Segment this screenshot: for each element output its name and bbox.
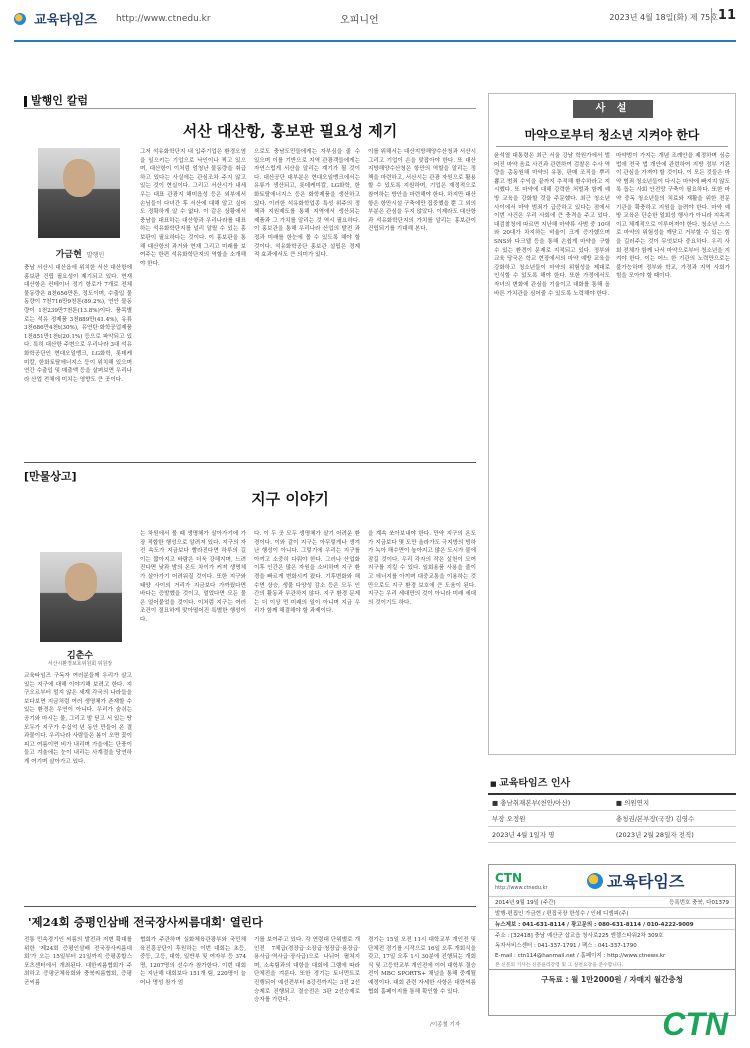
subscription: 구독료 : 월 1만2000원 / 자매지 월간충청 <box>489 969 735 986</box>
table-cell: ■ 충남취재본부(천안/아산) <box>488 795 612 811</box>
editorial-tag: 사 설 <box>573 100 653 118</box>
personnel-notice <box>488 770 736 858</box>
header-logo[interactable]: 교육타임즈 <box>34 13 97 28</box>
column-label <box>24 92 88 108</box>
table-cell: ■ 의원연지 <box>612 795 736 811</box>
column-label: [만물상고] <box>24 470 77 483</box>
author-caption <box>30 242 130 261</box>
author-role: 서산시환경보호위원회 위원장 <box>47 661 113 667</box>
article-text-col2: 그저 석유화학단지 내 입주기업은 환경오염을 일으키는 기업으로 낙인이나 찍고 있으며, 대산항이 이처럼 엄청난 물동량을 취급하고 있다는 사실에는 관심조차 주지 않고 있는 것이 현실이다. 그리고 서산시가 내세우는 대표 관광지 해미읍성 등은 외부에서 손님들이 다녀간 후 서산에 대해 알고 싶어도 정확하게 알 수 없다. 이 같은 상황에서 충남을 대표하는 대산항과 우리나라를 대표하는 석유화학단지를 널리 알릴 수 있는 홍보판이 필요하다는 것이다. 이 홍보판을 통해 대산항의 과거와 현재 그리고 미래를 보여주는 한편 석유화학단지의 역할을 소개해야 한다. <box>140 149 246 267</box>
news-text-col2: 협회가 주관하며 실화체육관광부와 국민체육진흥공단이 후원하는 이번 대회는 초등, 중등, 고등, 대학, 일반부 및 여자부 등 374명, 1207명의 선수가 참가한다. 이번 대회는 지난해 대회보다 151개 팀, 220명이 늘어나 명성 참가 엄 <box>140 937 246 986</box>
masthead-logos <box>489 865 735 896</box>
personnel-title <box>488 770 736 795</box>
editorial-text-col2: 마약범이 가지는 개념 조례안을 제정하며 심층법에 전국 법 개안에 관련하여 지방 정부 기관이 관심을 가져야 할 것이다. 이 모든 것들은 마약 범죄 청소년들이 다시는 마약에 빠지지 않도록 돕는 사회 안전망 구축이 필요하다. 또한 마약 중독 청소년들의 치료와 재활을 위한 전문 기관을 확충하고 지원을 늘려야 한다. 마약 예방 교육은 단순한 일회성 행사가 아니라 지속적이고 체계적으로 이루어져야 한다. 청소년 스스로 마약의 위험성을 깨닫고 거부할 수 있는 힘을 길러주는 것이 무엇보다 중요하다. 우리 사회 전체가 함께 나서 마약으로부터 청소년을 지켜야 한다. 이는 어느 한 기관의 노력만으로는 불가능하며 정부와 학교, 가정과 지역 사회가 힘을 모아야 할 때이다. <box>616 153 730 280</box>
logo-icon <box>14 13 26 25</box>
square-icon: ■ <box>490 780 500 788</box>
masthead-address: 주소 : [32418] 충남 예산군 삽교읍 청사로225 엔젤스타워2차 309호 <box>489 929 735 940</box>
issue-date: 2023년 4월 18일(화) 제 75호 <box>609 13 718 22</box>
article-text-col3: 다. 이 두 곳 모두 생명체가 살기 어려운 환경이다. 이와 같이 지구는 아무렇게나 생겨난 행성이 아니다. 그렇기에 우리는 지구를 아끼고 소중히 다뤄야 한다. 그러나 산업화 이후 인간은 많은 자원을 소비하며 지구 환경을 빠르게 변화시켜 왔다. 기후변화와 해수면 상승, 생물 다양성 감소 등은 모두 인간의 활동과 무관하지 않다. 지구 환경 문제는 더 이상 먼 미래의 일이 아니며 지금 우리가 함께 해결해야 할 과제이다. <box>254 531 360 615</box>
column-label-text: 발행인 칼럼 <box>31 94 88 107</box>
footer-logo: CTN <box>662 1006 728 1042</box>
logo-icon <box>587 873 603 889</box>
masthead-email[interactable]: E-mail : ctn114@hanmail.net / 홈페이지 : http://www.ctnews.kr <box>495 953 666 959</box>
reg-date: 2014년 9월 19일 (주간) <box>495 900 556 906</box>
news-text-col3: 기를 보여주고 있다. 각 연령대 단위별로 개인전 7체급(경장급·소장급·청장급·용장급·용사급·역사급·장사급)으로 나뉘어 펼쳐지며, 소속팀과의 대항을 대회에 그램에 따라 단체전을 겨룬다. 또한 경기는 토너먼트로 진행되어 예선전부터 8강전까지는 3전 2선승제로 진행되고 결승전은 3판 2선승제로 승자를 가린다. <box>254 937 360 1004</box>
article-text-col1: 교육타임즈 구독자 여러분들께 우리가 살고있는 지구에 대해 이야기해 보려고 한다. 지구오르부터 멀지 않은 세계 각국의 나라들을 보다보면 지금처럼 여러 생명체가 존재할 수 있는 환경은 우연이 아니다. 우리가 숨쉬는 공기와 마시는 물, 그리고 발 딛고 서 있는 땅 모두가 지구가 수십억 년 동안 만들어 온 결과물이다. 우리나라 사람들은 봄이 오면 꽃이 피고 여름이면 비가 내리며 가을에는 단풍이 들고 겨울에는 눈이 내리는 사계절을 당연하게 여기며 살아가고 있다. <box>24 673 132 765</box>
section-name: 오피니언 <box>340 15 379 26</box>
masthead-notice: 본 신문의 기사는 신문윤리강령 및 그 실천요강을 준수합니다. <box>495 963 624 968</box>
table-cell: 부장 오정원 <box>488 811 612 827</box>
news-headline: '제24회 증평인삼배 전국장사씨름대회' 열린다 <box>28 915 264 929</box>
header-url[interactable]: http://www.ctnedu.kr <box>115 13 211 24</box>
author-face <box>63 159 96 197</box>
author-name: 김춘수 <box>66 651 94 661</box>
table-cell: 충청권/본부장(국장) 김영수 <box>612 811 736 827</box>
author-face <box>65 563 98 601</box>
article-text-col1: 충남 서산시 대산읍에 위치한 서산 대산항에 홍보판 건립 필요성이 제기되고 있다. 현재 대산항은 컨테이너 정기 항로가 7개로 전체 물동량은 8천656만톤, 정도이며, 수출입 물동량이 7천716만9천톤(89.2%), 연안 물동량이 1천239만7천톤(13.8%)이다. 품목별로는 석유 정제품 3천889만(41.4%), 유류 3천686만4천t(30%), 유연탄·화학공업제품 1천851만1천t(20.1%) 등으로 파악되고 있다. 특히 대산항 주변으로 우리나라 3대 석유화학공단인 현대오일뱅크, LG화학, 롯데케미칼, 한화토탈에너지스 등이 위치해 있으며 연간 수출입 및 매출액 등을 살펴보면 우리나라 산업 전체에 미치는 영향도 큰 곳이다. <box>24 265 132 383</box>
masthead <box>488 864 736 1016</box>
page-number: 11 <box>711 8 736 23</box>
masthead-reg <box>489 896 735 907</box>
news-text-col1: 전통 민속경기인 씨름의 발전과 저변 확대를 위한 '제24회 증평인삼배 전국장사씨름대회'가 오는 15일부터 21일까지 증평종합스포츠센터에서 개최된다. 대한씨름협회가 주최하고 증평군체육회와 충북씨름협회, 증평군씨름 <box>24 937 132 986</box>
author-name: 가금현 <box>55 250 82 260</box>
table-cell: 2023년 4월 1일자 명 <box>488 827 612 843</box>
masthead-name: 교육타임즈 <box>607 872 685 891</box>
masthead-contact: 뉴스제보 : 041-631-8114 / 광고문의 : 080-631-8114 / 010-4222-9009 <box>489 918 735 929</box>
divider <box>24 108 476 109</box>
article-text-col4: 이를 위해서는 대산지방해양수산청과 서산시 그리고 기업이 손을 맞잡아야 한다. 또 대산지방해양수산청은 항만의 역할을 알리는 정책을 마련하고, 서산시는 관광 자원으로 활용할 수 있도록 지원하며, 기업은 재정적으로 참여하는 방안을 마련해야 한다. 하지만 대산항은 항만시설 구축에만 집중했을 뿐 그 외의 부분은 관심을 두지 않았다. 이제라도 대산항과 석유화학단지의 가치를 알리는 홍보관이 건립되기를 기대해 본다. <box>368 149 476 233</box>
news-text-col4: 경기는 15일 오전 11시 대학교부 개인전 및 단체전 경기를 시작으로 16일 오후 개회식을 갖고, 17일 오후 1시 30분에 진행되는 개회식 및 고등학교부 개인전에 이어 대학부 결승전이 MBC SPORTS+ 채널을 통해 중계될 예정이다. 대회 관련 자세한 사항은 대한씨름협회 홈페이지를 통해 확인할 수 있다. <box>368 937 476 995</box>
personnel-title-text: 교육타임즈 인사 <box>499 778 571 789</box>
reg-no: 등록번호 충북, 다01379 <box>669 900 729 906</box>
label-bar <box>24 96 27 107</box>
table-row <box>488 811 736 827</box>
table-row <box>488 795 736 811</box>
masthead-url[interactable]: http://www.ctnedu.kr <box>495 884 548 891</box>
news-byline: /이종철 기자 <box>430 1022 461 1028</box>
article-title: 서산 대산항, 홍보판 필요성 제기 <box>182 122 398 140</box>
article-title: 지구 이야기 <box>251 490 329 508</box>
editorial-text-col1: 윤석열 대통령은 최근 서울 강남 학원가에서 벌어진 마약 음료 사건과 관련하여 검찰은 수사 역량을 총동원해 마약의 유통, 판매 조직을 뿌리 뽑고 범죄 수익을 끝까지 추적해 환수하라고 지시했다. 또 마약에 대해 강력한 처벌과 함께 예방 교육을 강화할 것을 주문했다. 최근 청소년 사이에서 마약 범죄가 급증하고 있다는 점에서 이번 사건은 우리 사회에 큰 충격을 주고 있다. 대검찰청에 따르면 지난해 마약류 사범 중 10대와 20대가 차지하는 비율이 크게 증가했으며 SNS와 다크웹 등을 통해 손쉽게 마약을 구할 수 있는 환경이 문제로 지적되고 있다. 정부와 교육 당국은 학교 현장에서의 마약 예방 교육을 강화하고 청소년들이 마약의 위험성을 제대로 인식할 수 있도록 해야 한다. 또한 가정에서도 자녀의 변화에 관심을 기울이고 대화를 통해 올바른 가치관을 심어줄 수 있도록 노력해야 한다. <box>494 153 610 297</box>
author-photo <box>40 552 122 642</box>
divider <box>24 462 476 463</box>
author-role: 발행인 <box>86 252 105 259</box>
table-row <box>488 827 736 843</box>
masthead-office: 독자서비스센터 : 041-337-1791 / 팩스 : 041-337-1790 <box>495 943 637 949</box>
editorial-title: 마약으로부터 청소년 지켜야 한다 <box>524 128 700 142</box>
article-text-col2: 는 차원에서 볼 때 생명체가 살아가기에 가장 적합한 행성으로 알려져 있다. 지구의 자전 속도가 지금보다 빨라진다면 하루의 길이는 짧아지고 바람은 더욱 강해지며, 느려진다면 낮과 밤의 온도 차이가 커져 생명체가 살아가기 어려워질 것이다. 또한 지구와 태양 사이의 거리가 지금보다 가까웠다면 바다는 증발했을 것이고, 멀었다면 모든 물은 얼어붙었을 것이다. 이처럼 지구는 여러 조건이 절묘하게 맞아떨어진 특별한 행성이다. <box>140 531 246 623</box>
divider <box>24 906 476 907</box>
author-photo <box>38 148 120 238</box>
table-cell: (2023년 2월 28일자 전직) <box>612 827 736 843</box>
article-text-col3: 으로도 충남도민들에게는 자부심을 줄 수 있으며 이를 기반으로 지역 관광객들에게는 자연스럽게 서산을 알리는 계기가 될 것이다. 대산공단 대부분은 현대오일뱅크에서는 유류가 생산되고, 롯데케미칼, LG화학, 한화토탈에너지스 등은 화학제품을 생산하고 있다. 이러한 석유화학업종 특성 위주의 정책과 지원제도를 통해 지역에서 생산되는 제품과 그 가치를 알리는 것 역시 필요하다. 이 홍보관을 통해 우리나라 산업의 발전 과정과 미래를 한눈에 볼 수 있도록 해야 할 것이다. 석유화학공단 홍보관 설립은 경제적 효과에서도 큰 의미가 있다. <box>254 149 360 259</box>
masthead-ctn <box>495 871 575 891</box>
masthead-staff: 발행·편집인 가금현 / 편집국장 한성수 / 인쇄 디엠피(주) <box>489 907 735 918</box>
masthead-brand: CTN <box>495 870 523 885</box>
personnel-table <box>488 795 736 843</box>
divider <box>496 146 728 147</box>
article-text-col4: 을 계속 쏘아보내야 한다. 만약 지구의 온도가 지금보다 몇 도만 올라가도 극지방의 빙하가 녹아 해수면이 높아지고 많은 도시가 물에 잠길 것이다. 우리 각자의 작은 실천이 모여 지구를 지킬 수 있다. 일회용품 사용을 줄이고 에너지를 아끼며 대중교통을 이용하는 것만으로도 지구 환경 보호에 큰 도움이 된다. 지구는 우리 세대만의 것이 아니라 미래 세대의 것이기도 하다. <box>368 531 476 606</box>
